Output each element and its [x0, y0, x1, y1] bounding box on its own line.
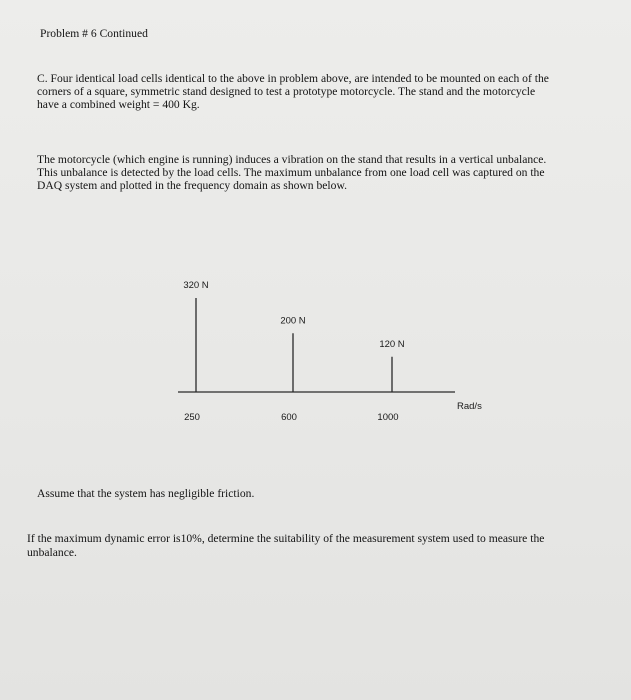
x-tick-label-600: 600	[281, 412, 297, 423]
question-line-2: unbalance.	[27, 546, 77, 559]
paragraph-c-line-2: corners of a square, symmetric stand designed to test a prototype motorcycle. The stand and the motorcycle	[37, 85, 536, 98]
paragraph-c-line-3: have a combined weight = 400 Kg.	[37, 98, 200, 111]
x-tick-label-250: 250	[184, 412, 200, 423]
value-label-600: 200 N	[280, 315, 306, 327]
x-axis-label: Rad/s	[457, 401, 482, 412]
problem-heading: Problem # 6 Continued	[40, 27, 148, 40]
question-line-1: If the maximum dynamic error is10%, determine the suitability of the measurement system used to measure the	[27, 532, 545, 545]
vibration-paragraph-line-1: The motorcycle (which engine is running) induces a vibration on the stand that results in a vertical unbalance.	[37, 153, 547, 166]
vibration-paragraph-line-2: This unbalance is detected by the load cells. The maximum unbalance from one load cell was captured on the	[37, 166, 545, 179]
paragraph-c-line-1: C. Four identical load cells identical to the above in problem above, are intended to be mounted on each of the	[37, 72, 549, 85]
value-label-1000: 120 N	[379, 338, 405, 350]
vibration-paragraph-line-3: DAQ system and plotted in the frequency domain as shown below.	[37, 179, 347, 192]
x-tick-label-1000: 1000	[377, 412, 399, 423]
value-label-250: 320 N	[183, 280, 209, 291]
assumption-text: Assume that the system has negligible friction.	[37, 487, 255, 500]
